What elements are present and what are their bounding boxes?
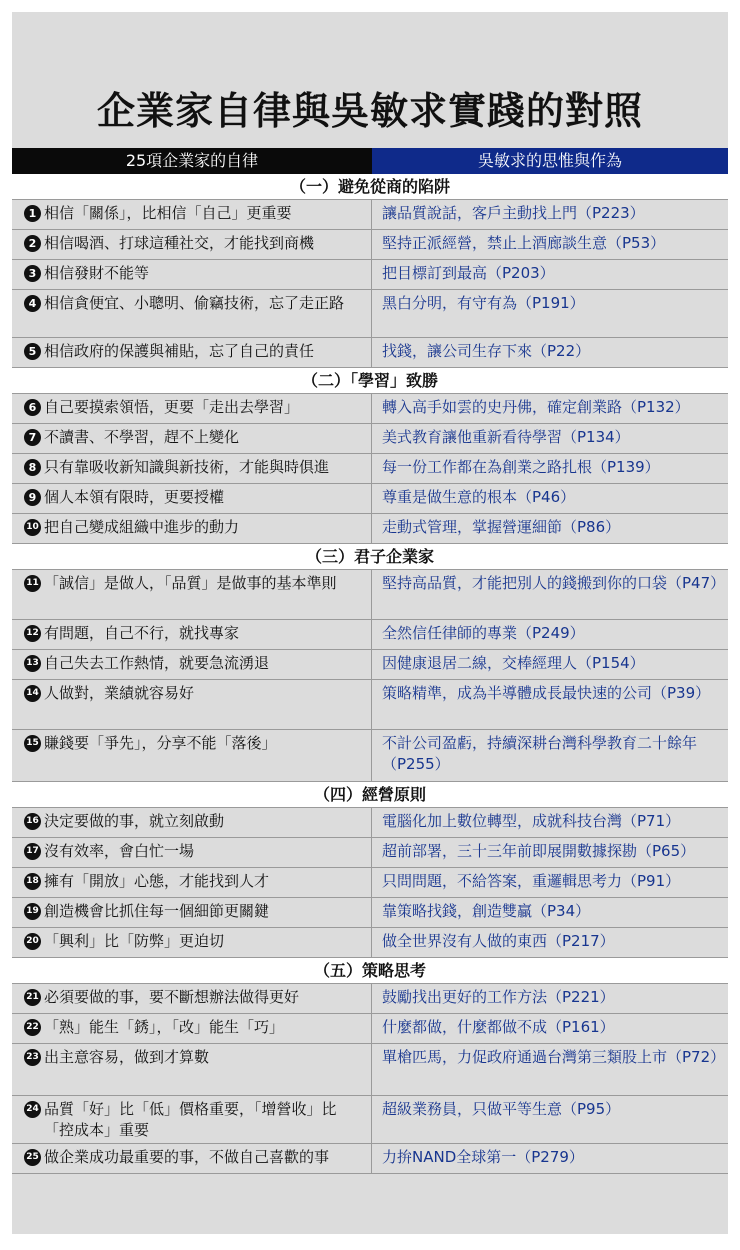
table-row	[12, 730, 728, 782]
item-number-badge: 13	[24, 655, 41, 672]
discipline-cell	[12, 808, 372, 837]
table-row	[12, 230, 728, 260]
table-row	[12, 200, 728, 230]
discipline-cell	[12, 290, 372, 337]
practice-cell: 單槍匹馬，力促政府通過台灣第三類股上市（P72）	[382, 1048, 726, 1066]
practice-cell: 不計公司盈虧，持續深耕台灣科學教育二十餘年（P255）	[382, 734, 698, 773]
discipline-cell	[12, 730, 372, 781]
discipline-cell	[12, 514, 372, 543]
practice-cell: 策略精準，成為半導體成長最快速的公司（P39）	[382, 684, 711, 702]
table-row	[12, 1044, 728, 1096]
discipline-text: 必須要做的事，要不斷想辦法做得更好	[44, 988, 300, 1006]
item-number-badge: 16	[24, 813, 41, 830]
table-row	[12, 650, 728, 680]
discipline-cell	[12, 620, 372, 649]
item-number-badge: 15	[24, 735, 41, 752]
item-number-badge: 8	[24, 459, 41, 476]
item-number-badge: 18	[24, 873, 41, 890]
item-number-badge: 25	[24, 1149, 41, 1166]
table-row	[12, 1096, 728, 1144]
discipline-cell	[12, 898, 372, 927]
discipline-text: 自己要摸索領悟，更要「走出去學習」	[44, 398, 300, 416]
discipline-cell	[12, 1044, 372, 1095]
practice-cell: 做全世界沒有人做的東西（P217）	[382, 932, 615, 950]
discipline-text: 相信政府的保護與補貼，忘了自己的責任	[44, 342, 315, 360]
discipline-cell	[12, 570, 372, 619]
discipline-cell	[12, 260, 372, 289]
practice-cell: 電腦化加上數位轉型，成就科技台灣（P71）	[382, 812, 681, 830]
discipline-cell	[12, 1144, 372, 1173]
page-title: 企業家自律與吳敏求實踐的對照	[96, 88, 643, 133]
discipline-text: 把自己變成組織中進步的動力	[44, 518, 240, 536]
discipline-cell	[12, 650, 372, 679]
header-right: 吳敏求的思惟與作為	[372, 148, 728, 174]
section-title: （三）君子企業家	[12, 544, 728, 570]
table-row	[12, 424, 728, 454]
discipline-text: 沒有效率，會白忙一場	[44, 842, 195, 860]
item-number-badge: 19	[24, 903, 41, 920]
practice-cell: 堅持正派經營，禁止上酒廊談生意（P53）	[382, 234, 666, 252]
discipline-text: 「誠信」是做人，「品質」是做事的基本準則	[44, 574, 337, 592]
discipline-text: 相信喝酒、打球這種社交，才能找到商機	[44, 234, 315, 252]
item-number-badge: 1	[24, 205, 41, 222]
discipline-cell	[12, 1096, 372, 1143]
discipline-text: 品質「好」比「低」價格重要，「增營收」比「控成本」重要	[44, 1100, 337, 1139]
discipline-cell	[12, 230, 372, 259]
table-row	[12, 454, 728, 484]
table-row	[12, 290, 728, 338]
practice-cell: 因健康退居二線，交棒經理人（P154）	[382, 654, 645, 672]
item-number-badge: 7	[24, 429, 41, 446]
section-title: （一）避免從商的陷阱	[12, 174, 728, 200]
item-number-badge: 4	[24, 295, 41, 312]
item-number-badge: 5	[24, 343, 41, 360]
comparison-table	[12, 148, 728, 1174]
discipline-text: 相信「關係」，比相信「自己」更重要	[44, 204, 292, 222]
item-number-badge: 17	[24, 843, 41, 860]
discipline-cell	[12, 454, 372, 483]
discipline-cell	[12, 484, 372, 513]
discipline-text: 決定要做的事，就立刻啟動	[44, 812, 225, 830]
table-row	[12, 838, 728, 868]
discipline-cell	[12, 928, 372, 957]
discipline-text: 個人本領有限時，更要授權	[44, 488, 225, 506]
item-number-badge: 11	[24, 575, 41, 592]
discipline-cell	[12, 680, 372, 729]
item-number-badge: 9	[24, 489, 41, 506]
discipline-cell	[12, 868, 372, 897]
practice-cell: 走動式管理，掌握營運細節（P86）	[382, 518, 621, 536]
discipline-text: 「熟」能生「銹」，「改」能生「巧」	[44, 1018, 285, 1036]
table-row	[12, 808, 728, 838]
practice-cell: 靠策略找錢，創造雙贏（P34）	[382, 902, 591, 920]
discipline-cell	[12, 838, 372, 867]
item-number-badge: 3	[24, 265, 41, 282]
practice-cell: 尊重是做生意的根本（P46）	[382, 488, 576, 506]
discipline-text: 相信發財不能等	[44, 264, 150, 282]
table-row	[12, 620, 728, 650]
discipline-cell	[12, 1014, 372, 1043]
table-row	[12, 338, 728, 368]
item-number-badge: 20	[24, 933, 41, 950]
practice-cell: 讓品質說話，客戶主動找上門（P223）	[382, 204, 645, 222]
table-body	[12, 174, 728, 1174]
practice-cell: 黑白分明，有守有為（P191）	[382, 294, 585, 312]
discipline-text: 自己失去工作熱情，就要急流湧退	[44, 654, 270, 672]
practice-cell: 超級業務員，只做平等生意（P95）	[382, 1100, 621, 1118]
discipline-cell	[12, 984, 372, 1013]
practice-cell: 每一份工作都在為創業之路扎根（P139）	[382, 458, 660, 476]
discipline-cell	[12, 394, 372, 423]
table-row	[12, 514, 728, 544]
section-title: （五）策略思考	[12, 958, 728, 984]
item-number-badge: 6	[24, 399, 41, 416]
discipline-text: 相信貪便宜、小聰明、偷竊技術，忘了走正路	[44, 294, 345, 312]
table-row	[12, 260, 728, 290]
discipline-text: 不讀書、不學習，趕不上變化	[44, 428, 240, 446]
practice-cell: 找錢，讓公司生存下來（P22）	[382, 342, 591, 360]
discipline-cell	[12, 338, 372, 367]
practice-cell: 堅持高品質，才能把別人的錢搬到你的口袋（P47）	[382, 574, 726, 592]
item-number-badge: 10	[24, 519, 41, 536]
practice-cell: 美式教育讓他重新看待學習（P134）	[382, 428, 630, 446]
table-row	[12, 484, 728, 514]
item-number-badge: 14	[24, 685, 41, 702]
practice-cell: 鼓勵找出更好的工作方法（P221）	[382, 988, 615, 1006]
practice-cell: 轉入高手如雲的史丹佛，確定創業路（P132）	[382, 398, 690, 416]
discipline-cell	[12, 424, 372, 453]
practice-cell: 力拚NAND全球第一（P279）	[382, 1148, 584, 1166]
practice-cell: 把目標訂到最高（P203）	[382, 264, 555, 282]
discipline-text: 出主意容易，做到才算數	[44, 1048, 210, 1066]
table-header	[12, 148, 728, 174]
item-number-badge: 21	[24, 989, 41, 1006]
discipline-text: 「興利」比「防弊」更迫切	[44, 932, 225, 950]
discipline-cell	[12, 200, 372, 229]
item-number-badge: 2	[24, 235, 41, 252]
item-number-badge: 12	[24, 625, 41, 642]
discipline-text: 人做對，業績就容易好	[44, 684, 195, 702]
discipline-text: 創造機會比抓住每一個細節更關鍵	[44, 902, 270, 920]
practice-cell: 只問問題，不給答案，重邏輯思考力（P91）	[382, 872, 681, 890]
section-title: （二）「學習」致勝	[12, 368, 728, 394]
discipline-text: 賺錢要「爭先」，分享不能「落後」	[44, 734, 277, 752]
discipline-text: 擁有「開放」心態，才能找到人才	[44, 872, 270, 890]
table-row	[12, 570, 728, 620]
table-row	[12, 1144, 728, 1174]
practice-cell: 全然信任律師的專業（P249）	[382, 624, 585, 642]
item-number-badge: 24	[24, 1101, 41, 1118]
table-row	[12, 680, 728, 730]
table-row	[12, 1014, 728, 1044]
table-row	[12, 984, 728, 1014]
practice-cell: 什麼都做，什麼都做不成（P161）	[382, 1018, 615, 1036]
practice-cell: 超前部署，三十三年前即展開數據探勘（P65）	[382, 842, 696, 860]
table-row	[12, 394, 728, 424]
header-left: 25項企業家的自律	[12, 148, 372, 174]
item-number-badge: 22	[24, 1019, 41, 1036]
table-row	[12, 868, 728, 898]
section-title: （四）經營原則	[12, 782, 728, 808]
discipline-text: 做企業成功最重要的事，不做自己喜歡的事	[44, 1148, 330, 1166]
table-row	[12, 928, 728, 958]
discipline-text: 有問題，自己不行，就找專家	[44, 624, 240, 642]
table-row	[12, 898, 728, 928]
discipline-text: 只有靠吸收新知識與新技術，才能與時俱進	[44, 458, 330, 476]
item-number-badge: 23	[24, 1049, 41, 1066]
